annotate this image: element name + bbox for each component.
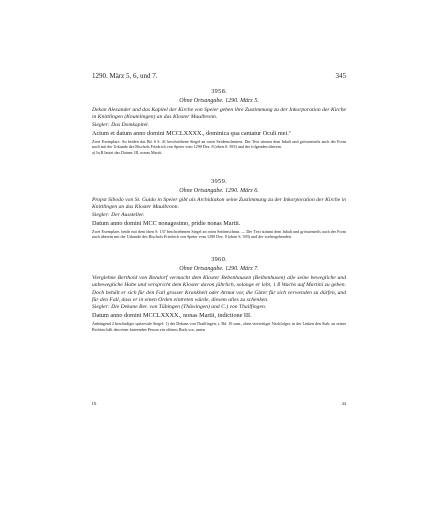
sheet-number: 44: [341, 401, 346, 406]
entry-footnote: a) In B lautet das Datum: III. nonas Martii.: [92, 149, 163, 155]
entry-place-date: Ohne Ortsangabe. 1290. März 5.: [179, 98, 259, 104]
entry-place-date: Ohne Ortsangabe. 1290. März 6.: [179, 188, 259, 194]
entry-datum: Datum anno domini MCC nonagesimo, pridie nonas Martii.: [92, 219, 241, 227]
entry-number: 3960.: [210, 256, 228, 263]
page-footer: [92, 401, 346, 409]
entry-summary: Vierglehne Berthold von Bondorf vermacht dem Kloster Bebenhausen (Beibenhusen) alle seine bewegliche und unbewegliche Habe und verspricht dem Kloster davon jährlich, solange er lebt, 1 ß Wachs auf Martini zu geben. Doch behält er sich für den Fall grosser Krankheit oder Armut vor, die Güter für sich verwenden zu dürfen, und für den Fall, dass er in einen Orden eintreten würde, diesem alles zu schenken.: [92, 275, 346, 303]
entry-number: 3958.: [210, 88, 228, 95]
entry-notes: Zwei Exemplare, beide mit dem oben S. 137 beschriebenen Siegel an roten Seidenschnur. — Der Text stimmt dem Inhalt und grösstenteils auch der Form nach überein mit der Urkunde des Bischofs Friedrich von Speier vom 1290 Dez. 8 (oben S. 393) und der vorhergehenden.: [92, 228, 346, 240]
entry-sigler: Siegler: Das Domkapitel.: [92, 121, 150, 128]
document-entry-3958: [92, 88, 346, 155]
entry-summary: Propst Sibodo von St. Guido in Speier gibt als Archidiakon seine Zustimmung zu der Inkorporation der Kirche in Knittlingen an das Kloster Maulbronn.: [92, 197, 346, 211]
page-number: 345: [335, 72, 346, 80]
entry-sigler: Siegler: Der Aussteller.: [92, 211, 145, 218]
entry-summary: Dekan Alexander und das Kapitel der Kirche von Speier geben ihre Zustimmung zu der Inkorporation der Kirche in Knittlingen (Knutelingen) an das Kloster Maulbronn.: [92, 107, 346, 121]
running-head-title: 1290. März 5, 6, und 7.: [92, 72, 158, 80]
volume-signature: IX.: [92, 401, 98, 406]
entry-sigler: Siegler: Die Dekane Ber. von Tübingen (Thůwingen) und C.) von Thailfingen.: [92, 304, 267, 311]
entry-notes: Anhängend 2 beschädigte spitzovale Siegel: 1) des Dekans von Thailfingen, s. Bd. 10 sum., oben vierseitiger Nachfolger, in der Linken den Stab, zu seiner Rechten hält den einer knieenden Person ein offenes Buch vor, unten: [92, 321, 346, 332]
entry-datum: Actum et datum anno domini MCCLXXXX., dominica qua cantatur Oculi mei.ª: [92, 129, 291, 137]
entry-place-date: Ohne Ortsangabe. 1290. März 7.: [179, 266, 259, 272]
entry-number: 3959.: [210, 178, 228, 185]
entry-notes: Zwei Exemplare. An beiden das Bd. 6 S. 41 beschriebene Siegel an roten Seidenschnüren. Der Text stimmt dem Inhalt und grösstenteils auch der Form nach mit der Urkunde des Bischofs Friedrich von Speier vom 1290 Dez. 8 (oben S. 393) und der folgenden überein.: [92, 138, 346, 150]
document-entry-3959: [92, 178, 346, 240]
entry-datum: Datum anno domini MCCLXXXX., nonas Martii, indictione III.: [92, 312, 252, 320]
running-head: [92, 72, 346, 82]
document-entry-3960: [92, 256, 346, 332]
